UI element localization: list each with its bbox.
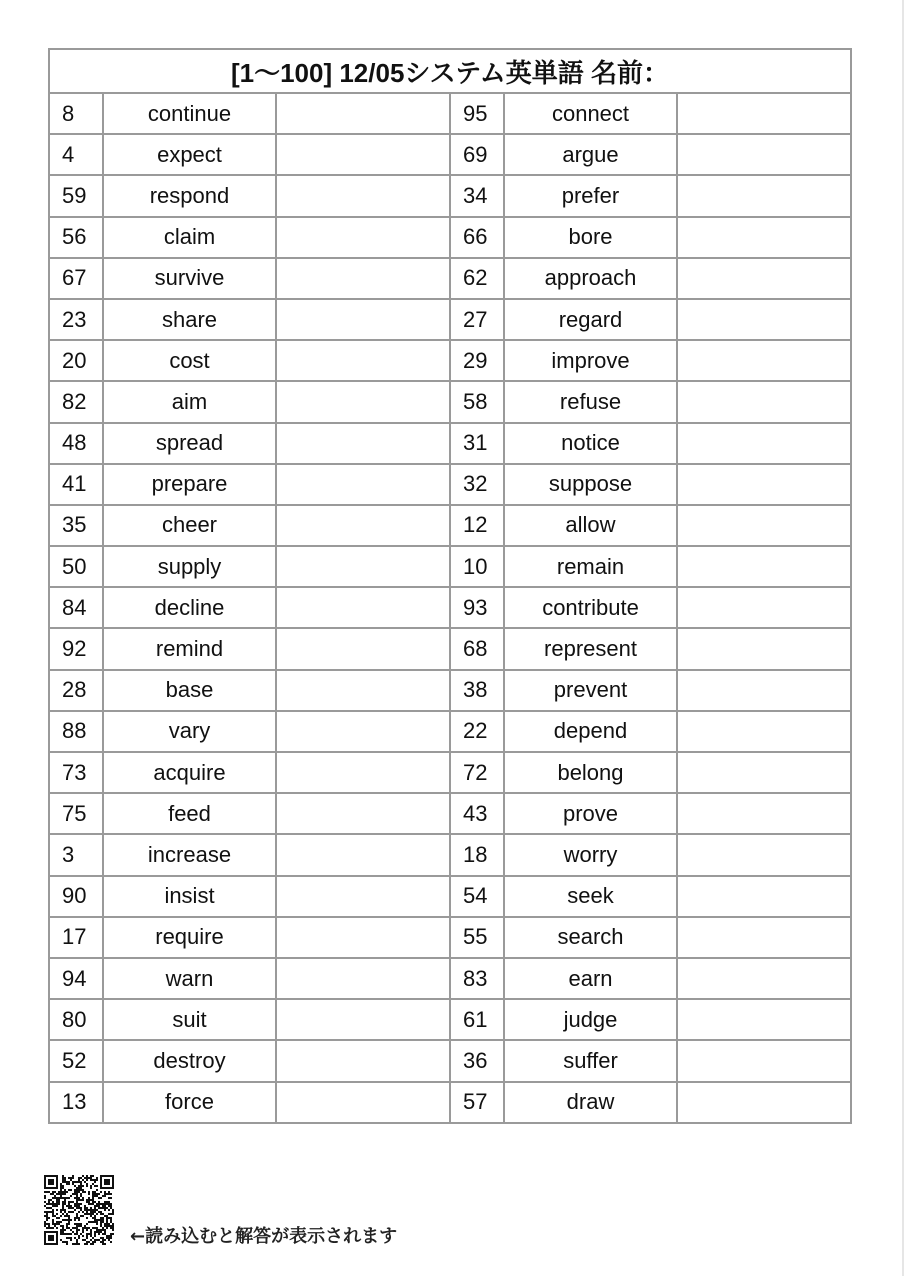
right-word-cell: refuse [504,381,677,422]
table-row [49,423,851,464]
left-word-cell: prepare [103,464,276,505]
right-answer-cell[interactable] [677,999,851,1040]
right-number-cell: 69 [450,134,504,175]
right-answer-cell[interactable] [677,752,851,793]
right-answer-cell[interactable] [677,834,851,875]
table-row [49,958,851,999]
left-number-cell: 82 [49,381,103,422]
left-answer-cell[interactable] [276,217,450,258]
left-number-cell: 90 [49,876,103,917]
right-word-cell: suppose [504,464,677,505]
right-number-cell: 43 [450,793,504,834]
right-answer-cell[interactable] [677,711,851,752]
table-row [49,999,851,1040]
left-number-cell: 23 [49,299,103,340]
left-word-cell: share [103,299,276,340]
left-number-cell: 84 [49,587,103,628]
left-number-cell: 67 [49,258,103,299]
table-row [49,711,851,752]
left-answer-cell[interactable] [276,917,450,958]
table-row [49,464,851,505]
table-row [49,917,851,958]
right-number-cell: 95 [450,93,504,134]
table-row [49,834,851,875]
right-word-cell: seek [504,876,677,917]
left-answer-cell[interactable] [276,711,450,752]
left-word-cell: decline [103,587,276,628]
left-word-cell: require [103,917,276,958]
left-word-cell: warn [103,958,276,999]
left-answer-cell[interactable] [276,505,450,546]
right-word-cell: represent [504,628,677,669]
left-answer-cell[interactable] [276,1040,450,1081]
right-word-cell: prefer [504,175,677,216]
left-word-cell: suit [103,999,276,1040]
right-answer-cell[interactable] [677,299,851,340]
table-row [49,793,851,834]
right-answer-cell[interactable] [677,958,851,999]
left-answer-cell[interactable] [276,752,450,793]
right-answer-cell[interactable] [677,217,851,258]
vocab-table [48,48,852,1124]
table-row [49,1040,851,1081]
left-answer-cell[interactable] [276,999,450,1040]
left-answer-cell[interactable] [276,299,450,340]
right-number-cell: 93 [450,587,504,628]
left-answer-cell[interactable] [276,93,450,134]
left-answer-cell[interactable] [276,423,450,464]
right-number-cell: 72 [450,752,504,793]
left-word-cell: aim [103,381,276,422]
right-word-cell: suffer [504,1040,677,1081]
right-number-cell: 32 [450,464,504,505]
left-number-cell: 50 [49,546,103,587]
right-word-cell: improve [504,340,677,381]
right-word-cell: search [504,917,677,958]
left-answer-cell[interactable] [276,134,450,175]
left-word-cell: survive [103,258,276,299]
right-answer-cell[interactable] [677,670,851,711]
left-word-cell: acquire [103,752,276,793]
right-number-cell: 54 [450,876,504,917]
right-number-cell: 18 [450,834,504,875]
right-number-cell: 55 [450,917,504,958]
left-answer-cell[interactable] [276,628,450,669]
right-number-cell: 10 [450,546,504,587]
left-word-cell: supply [103,546,276,587]
table-row [49,876,851,917]
left-word-cell: expect [103,134,276,175]
left-number-cell: 80 [49,999,103,1040]
left-number-cell: 3 [49,834,103,875]
right-answer-cell[interactable] [677,793,851,834]
table-row [49,299,851,340]
footer-note: ←読み込むと解答が表示されます [130,1226,398,1247]
left-answer-cell[interactable] [276,793,450,834]
left-word-cell: increase [103,834,276,875]
right-word-cell: regard [504,299,677,340]
right-answer-cell[interactable] [677,1040,851,1081]
right-answer-cell[interactable] [677,93,851,134]
left-answer-cell[interactable] [276,175,450,216]
right-number-cell: 34 [450,175,504,216]
left-number-cell: 94 [49,958,103,999]
left-word-cell: respond [103,175,276,216]
right-number-cell: 29 [450,340,504,381]
right-word-cell: prove [504,793,677,834]
left-number-cell: 88 [49,711,103,752]
right-word-cell: remain [504,546,677,587]
left-answer-cell[interactable] [276,340,450,381]
left-number-cell: 20 [49,340,103,381]
left-word-cell: remind [103,628,276,669]
left-number-cell: 17 [49,917,103,958]
right-answer-cell[interactable] [677,628,851,669]
left-word-cell: feed [103,793,276,834]
left-number-cell: 28 [49,670,103,711]
table-row [49,134,851,175]
right-word-cell: draw [504,1082,677,1123]
right-word-cell: bore [504,217,677,258]
right-word-cell: allow [504,505,677,546]
right-answer-cell[interactable] [677,505,851,546]
right-word-cell: contribute [504,587,677,628]
right-number-cell: 38 [450,670,504,711]
left-answer-cell[interactable] [276,958,450,999]
left-number-cell: 59 [49,175,103,216]
right-answer-cell[interactable] [677,587,851,628]
left-answer-cell[interactable] [276,258,450,299]
right-answer-cell[interactable] [677,546,851,587]
left-number-cell: 75 [49,793,103,834]
left-word-cell: cheer [103,505,276,546]
qr-code-icon [44,1175,114,1245]
left-number-cell: 48 [49,423,103,464]
title-row [49,49,851,93]
table-row [49,752,851,793]
right-word-cell: approach [504,258,677,299]
right-word-cell: argue [504,134,677,175]
right-number-cell: 27 [450,299,504,340]
right-answer-cell[interactable] [677,917,851,958]
right-number-cell: 68 [450,628,504,669]
right-answer-cell[interactable] [677,876,851,917]
left-word-cell: spread [103,423,276,464]
right-number-cell: 58 [450,381,504,422]
table-row [49,93,851,134]
left-answer-cell[interactable] [276,546,450,587]
left-answer-cell[interactable] [276,670,450,711]
table-row [49,546,851,587]
right-number-cell: 83 [450,958,504,999]
page-title: [1〜100] 12/05システム英単語 名前： [49,49,851,93]
right-number-cell: 36 [450,1040,504,1081]
left-word-cell: base [103,670,276,711]
table-row [49,670,851,711]
left-word-cell: vary [103,711,276,752]
left-answer-cell[interactable] [276,834,450,875]
right-number-cell: 66 [450,217,504,258]
left-number-cell: 13 [49,1082,103,1123]
left-answer-cell[interactable] [276,1082,450,1123]
left-number-cell: 56 [49,217,103,258]
table-row [49,217,851,258]
left-answer-cell[interactable] [276,381,450,422]
right-word-cell: depend [504,711,677,752]
right-answer-cell[interactable] [677,423,851,464]
left-number-cell: 92 [49,628,103,669]
left-word-cell: cost [103,340,276,381]
left-number-cell: 8 [49,93,103,134]
right-number-cell: 22 [450,711,504,752]
left-word-cell: destroy [103,1040,276,1081]
left-word-cell: insist [103,876,276,917]
right-number-cell: 31 [450,423,504,464]
right-answer-cell[interactable] [677,175,851,216]
left-number-cell: 41 [49,464,103,505]
right-number-cell: 57 [450,1082,504,1123]
left-answer-cell[interactable] [276,876,450,917]
left-answer-cell[interactable] [276,587,450,628]
right-answer-cell[interactable] [677,381,851,422]
right-answer-cell[interactable] [677,258,851,299]
left-number-cell: 52 [49,1040,103,1081]
table-row [49,1082,851,1123]
left-word-cell: continue [103,93,276,134]
right-number-cell: 62 [450,258,504,299]
right-answer-cell[interactable] [677,340,851,381]
right-answer-cell[interactable] [677,464,851,505]
table-row [49,505,851,546]
right-word-cell: connect [504,93,677,134]
right-word-cell: judge [504,999,677,1040]
table-row [49,175,851,216]
right-word-cell: earn [504,958,677,999]
left-number-cell: 73 [49,752,103,793]
right-number-cell: 61 [450,999,504,1040]
right-word-cell: belong [504,752,677,793]
right-word-cell: prevent [504,670,677,711]
table-row [49,340,851,381]
table-row [49,628,851,669]
left-answer-cell[interactable] [276,464,450,505]
table-body [49,93,851,1123]
right-number-cell: 12 [450,505,504,546]
left-number-cell: 4 [49,134,103,175]
table-row [49,381,851,422]
table-row [49,258,851,299]
right-answer-cell[interactable] [677,1082,851,1123]
left-number-cell: 35 [49,505,103,546]
right-answer-cell[interactable] [677,134,851,175]
left-word-cell: claim [103,217,276,258]
left-word-cell: force [103,1082,276,1123]
table-row [49,587,851,628]
right-word-cell: notice [504,423,677,464]
right-word-cell: worry [504,834,677,875]
